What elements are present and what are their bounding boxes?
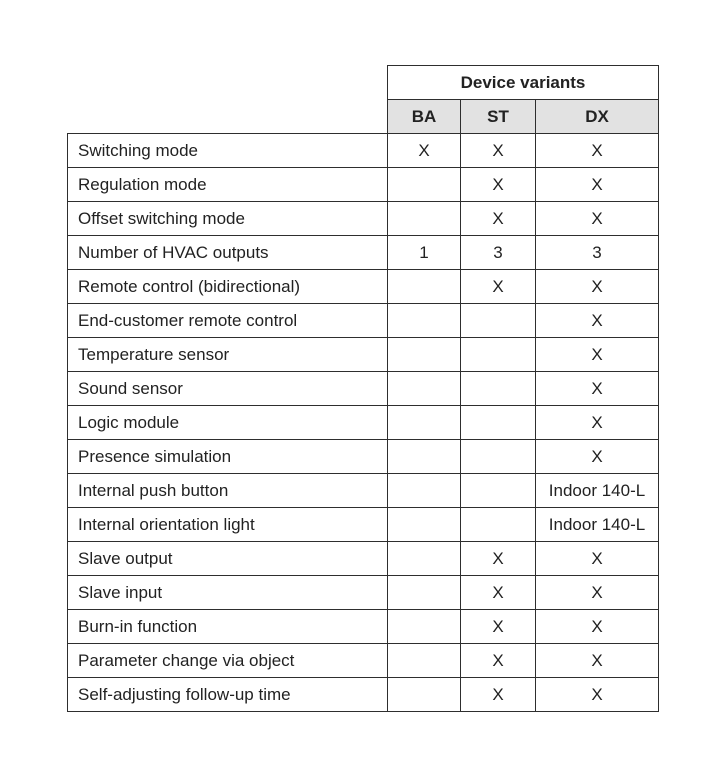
group-header: Device variants	[388, 66, 659, 100]
value-cell-dx: X	[536, 338, 659, 372]
value-cell-ba	[388, 610, 461, 644]
value-cell-st: X	[461, 202, 536, 236]
table-row	[68, 678, 659, 712]
value-cell-st: X	[461, 678, 536, 712]
value-cell-ba	[388, 576, 461, 610]
value-cell-dx: X	[536, 270, 659, 304]
feature-label: Internal push button	[68, 474, 388, 508]
value-cell-dx: X	[536, 304, 659, 338]
value-cell-ba: X	[388, 134, 461, 168]
value-cell-dx: X	[536, 610, 659, 644]
table-row	[68, 406, 659, 440]
value-cell-dx: X	[536, 542, 659, 576]
table-row	[68, 508, 659, 542]
feature-label: Parameter change via object	[68, 644, 388, 678]
feature-label: Burn-in function	[68, 610, 388, 644]
table-row	[68, 372, 659, 406]
feature-label: Remote control (bidirectional)	[68, 270, 388, 304]
value-cell-dx: X	[536, 440, 659, 474]
value-cell-dx: X	[536, 134, 659, 168]
table-row	[68, 134, 659, 168]
value-cell-dx: X	[536, 372, 659, 406]
value-cell-ba	[388, 168, 461, 202]
table-row	[68, 576, 659, 610]
feature-label: Sound sensor	[68, 372, 388, 406]
value-cell-dx: X	[536, 202, 659, 236]
feature-label: Regulation mode	[68, 168, 388, 202]
value-cell-st: 3	[461, 236, 536, 270]
table-row	[68, 236, 659, 270]
value-cell-st	[461, 372, 536, 406]
table-row	[68, 542, 659, 576]
table-row	[68, 474, 659, 508]
feature-label: Slave output	[68, 542, 388, 576]
value-cell-ba	[388, 270, 461, 304]
value-cell-dx: X	[536, 644, 659, 678]
corner-spacer	[68, 100, 388, 134]
value-cell-st: X	[461, 270, 536, 304]
value-cell-dx: X	[536, 576, 659, 610]
value-cell-st: X	[461, 134, 536, 168]
value-cell-ba	[388, 508, 461, 542]
value-cell-st: X	[461, 542, 536, 576]
value-cell-dx: X	[536, 678, 659, 712]
table-row	[68, 440, 659, 474]
value-cell-ba	[388, 542, 461, 576]
device-variants-table	[67, 65, 659, 712]
value-cell-ba	[388, 372, 461, 406]
value-cell-ba	[388, 202, 461, 236]
feature-label: Switching mode	[68, 134, 388, 168]
table-row	[68, 270, 659, 304]
corner-spacer	[68, 66, 388, 100]
value-cell-ba: 1	[388, 236, 461, 270]
value-cell-st	[461, 304, 536, 338]
value-cell-st: X	[461, 168, 536, 202]
value-cell-ba	[388, 406, 461, 440]
feature-label: End-customer remote control	[68, 304, 388, 338]
feature-label: Slave input	[68, 576, 388, 610]
value-cell-st: X	[461, 610, 536, 644]
value-cell-ba	[388, 474, 461, 508]
table-row	[68, 168, 659, 202]
value-cell-dx: 3	[536, 236, 659, 270]
value-cell-dx: Indoor 140-L	[536, 474, 659, 508]
table-row	[68, 202, 659, 236]
table-row	[68, 610, 659, 644]
feature-label: Presence simulation	[68, 440, 388, 474]
value-cell-st	[461, 474, 536, 508]
feature-label: Offset switching mode	[68, 202, 388, 236]
value-cell-st	[461, 508, 536, 542]
value-cell-dx: X	[536, 406, 659, 440]
value-cell-st	[461, 338, 536, 372]
value-cell-ba	[388, 440, 461, 474]
feature-label: Number of HVAC outputs	[68, 236, 388, 270]
value-cell-ba	[388, 644, 461, 678]
feature-label: Temperature sensor	[68, 338, 388, 372]
column-header-st: ST	[461, 100, 536, 134]
feature-label: Logic module	[68, 406, 388, 440]
value-cell-st: X	[461, 576, 536, 610]
column-header-row	[68, 100, 659, 134]
value-cell-st: X	[461, 644, 536, 678]
feature-label: Self-adjusting follow-up time	[68, 678, 388, 712]
table-body	[68, 134, 659, 712]
table-row	[68, 644, 659, 678]
column-header-ba: BA	[388, 100, 461, 134]
value-cell-ba	[388, 678, 461, 712]
table-row	[68, 338, 659, 372]
value-cell-ba	[388, 304, 461, 338]
table-row	[68, 304, 659, 338]
feature-label: Internal orientation light	[68, 508, 388, 542]
value-cell-st	[461, 406, 536, 440]
value-cell-st	[461, 440, 536, 474]
group-header-row	[68, 66, 659, 100]
value-cell-ba	[388, 338, 461, 372]
value-cell-dx: Indoor 140-L	[536, 508, 659, 542]
column-header-dx: DX	[536, 100, 659, 134]
value-cell-dx: X	[536, 168, 659, 202]
